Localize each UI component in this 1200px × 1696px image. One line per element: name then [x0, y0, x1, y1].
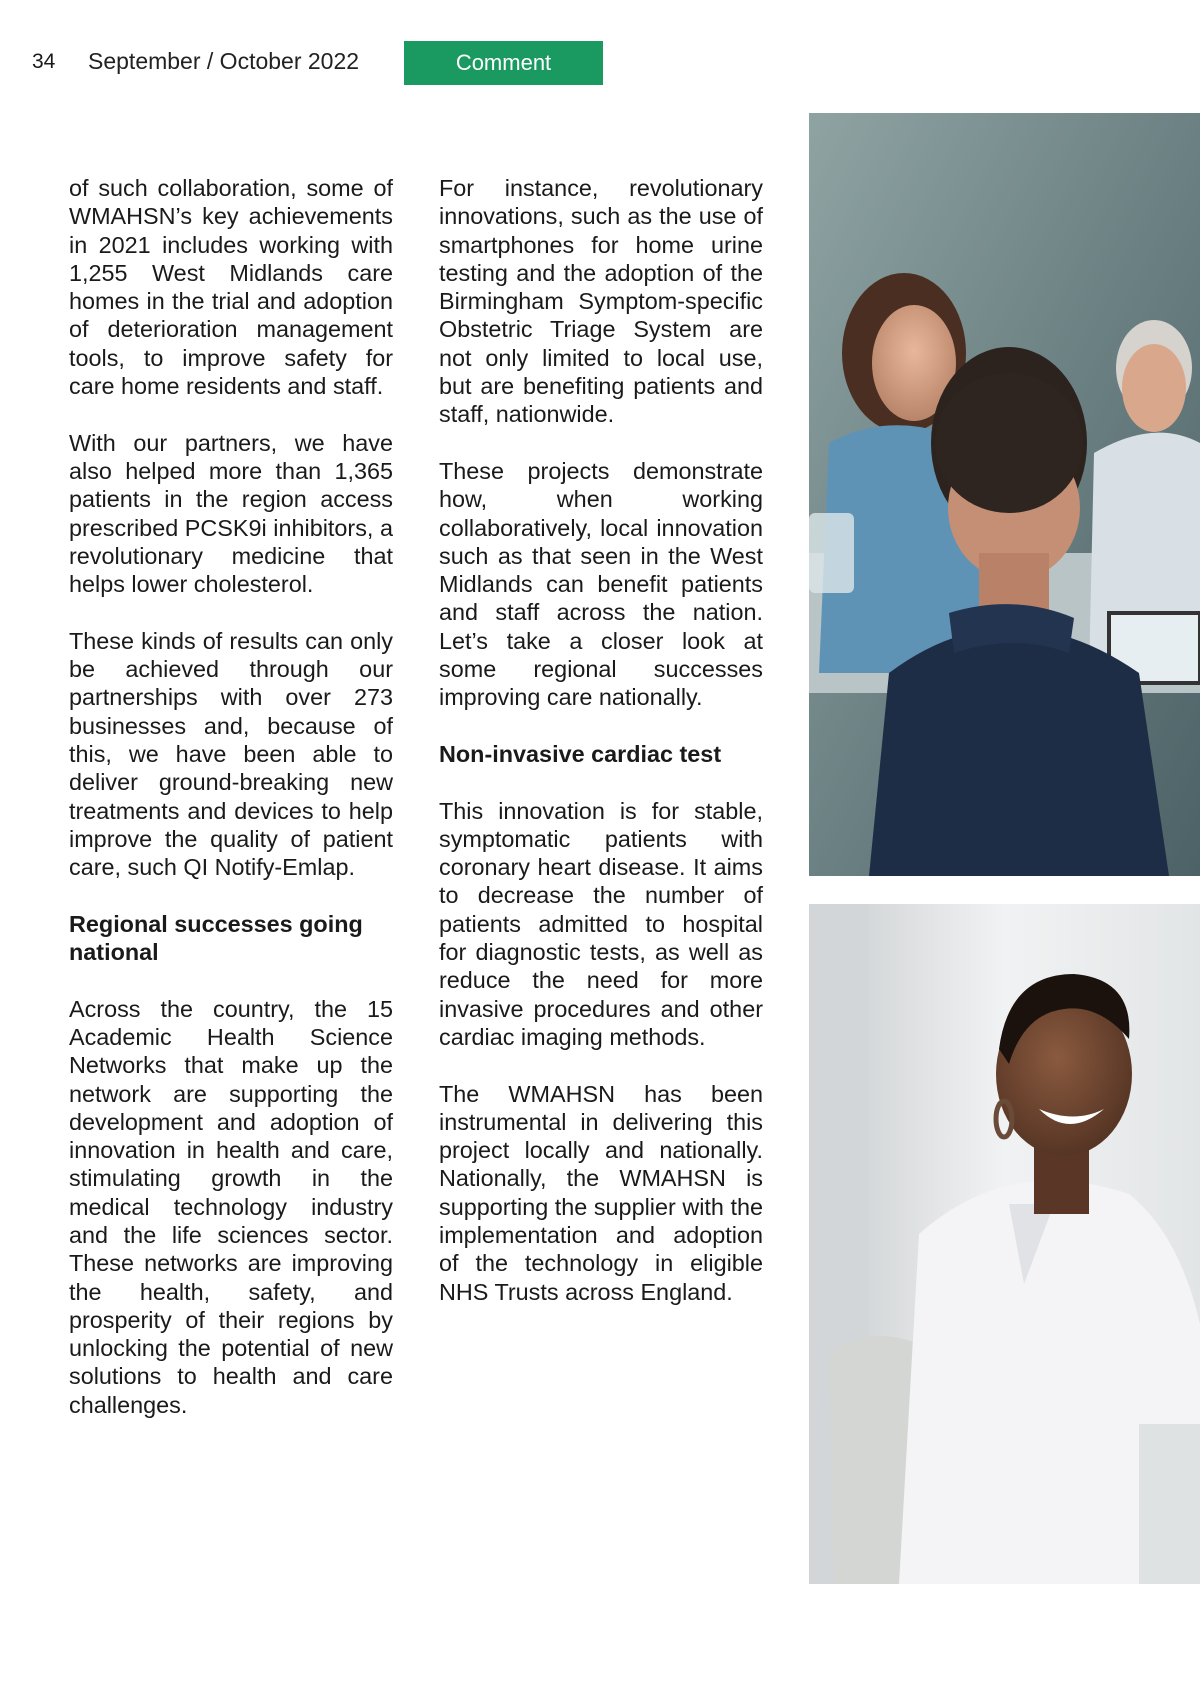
- paragraph: These kinds of results can only be achieved through our partnerships with over 273 businesses and, because of this, we have been able to deliver ground-breaking new treatments and devices to help improve the quality of patient care, such QI Notify-Emlap.: [69, 627, 393, 881]
- paragraph: Across the country, the 15 Academic Health Science Networks that make up the network are supporting the development and adoption of innovation in health and care, stimulating growth in the medical technology industry and the life sciences sector. These networks are improving the health, safety, and prosperity of their regions by unlocking the potential of new solutions to health and care challenges.: [69, 995, 393, 1418]
- article-column-left: [69, 174, 393, 1447]
- paragraph: For instance, revolutionary innovations, such as the use of smartphones for home urine testing and the adoption of the Birmingham Symptom-specific Obstetric Triage System are not only limited to local use, but are benefiting patients and staff, nationwide.: [439, 175, 763, 428]
- article-column-right: [439, 174, 763, 1334]
- paragraph: The WMAHSN has been instrumental in delivering this project locally and nationally. Nationally, the WMAHSN is supporting the supplier with the implementation and adoption of the technology in eligible NHS Trusts across England.: [439, 1080, 763, 1305]
- scientist-photo: [809, 904, 1200, 1584]
- paragraph: These projects demonstrate how, when working collaboratively, local innovation such as that seen in the West Midlands can benefit patients and staff across the nation. Let’s take a closer look at some regional successes improving care nationally.: [439, 457, 763, 711]
- paragraph: With our partners, we have also helped more than 1,365 patients in the region access prescribed PCSK9i inhibitors, a revolutionary medicine that helps lower cholesterol.: [69, 429, 393, 598]
- section-tag: Comment: [404, 41, 603, 85]
- paragraph: of such collaboration, some of WMAHSN’s key achievements in 2021 includes working with 1,255 West Midlands care homes in the trial and adoption of deterioration management tools, to improve safety for care home residents and staff.: [69, 175, 393, 400]
- subheading: Regional successes going national: [69, 910, 363, 966]
- issue-date: September / October 2022: [88, 48, 360, 74]
- subheading: Non-invasive cardiac test: [439, 740, 722, 767]
- page-number: 34: [32, 50, 56, 73]
- paragraph: This innovation is for stable, symptomatic patients with coronary heart disease. It aims to decrease the number of patients admitted to hospital for diagnostic tests, as well as reduce the need for more invasive procedures and other cardiac imaging methods.: [439, 797, 763, 1050]
- meeting-photo: [809, 113, 1200, 876]
